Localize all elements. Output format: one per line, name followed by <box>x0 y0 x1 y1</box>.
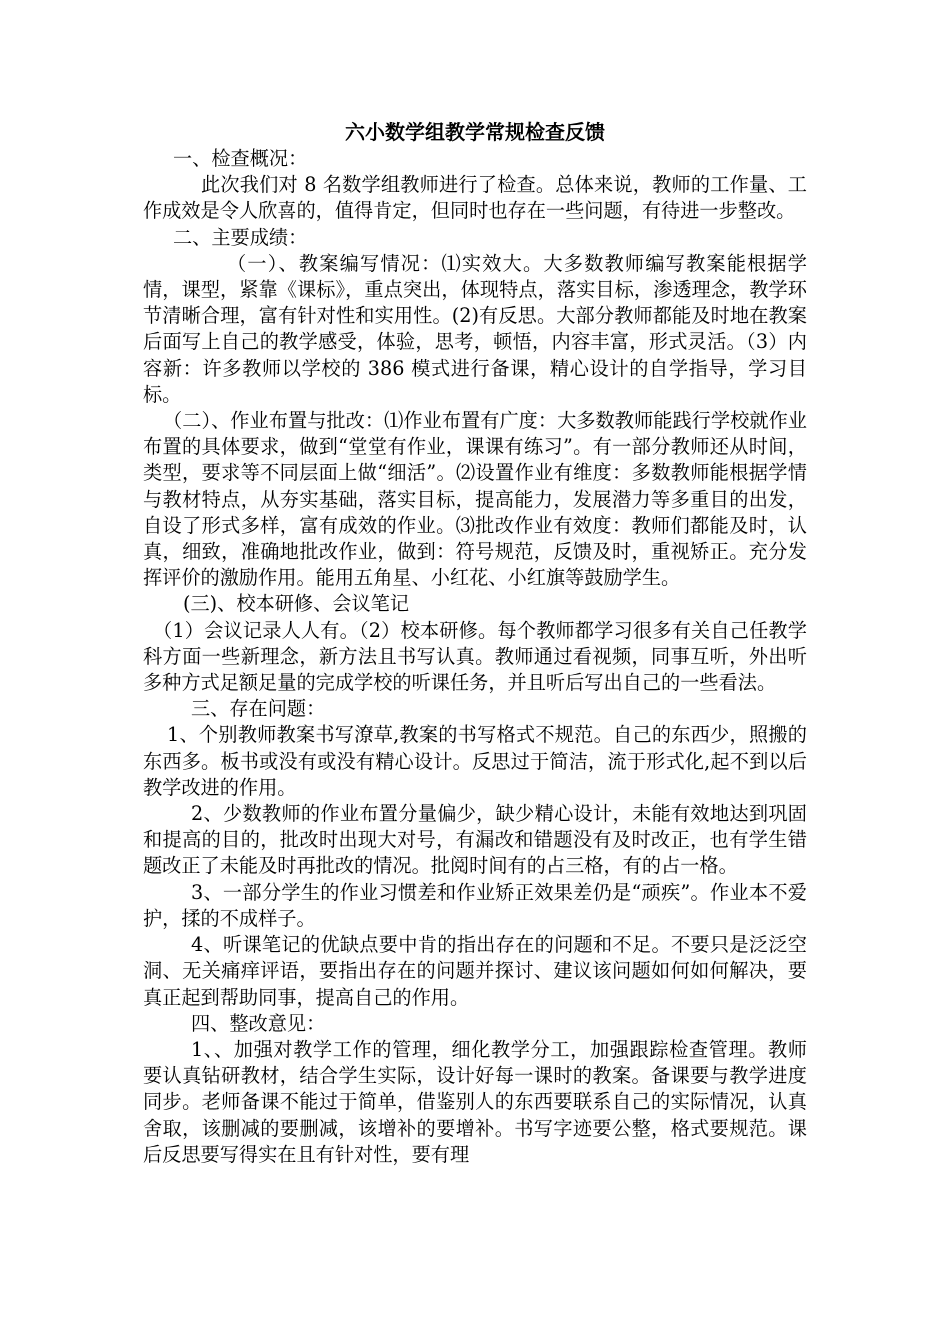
problem-item: 2、少数教师的作业布置分量偏少，缺少精心设计，未能有效地达到巩固和提高的目的，批改时出现大对号，有漏改和错题没有及时改正，也有学生错题改正了未能及时再批改的情况。批阅时间有的占三格，有的占一格。 <box>143 802 807 878</box>
problem-item: 3、一部分学生的作业习惯差和作业矫正效果差仍是“顽疾”。作业本不爱护，揉的不成样子。 <box>143 880 807 930</box>
lesson-plan-paragraph: （一）、教案编写情况：⑴实效大。大多数教师编写教案能根据学情，课型，紧靠《课标》，重点突出，体现特点，落实目标，渗透理念，教学环节清晰合理，富有针对性和实用性。(2)有反思。大部分教师都能及时地在教案后面写上自己的教学感受，体验，思考，顿悟，内容丰富，形式灵活。（3）内容新：许多教师以学校的 386 模式进行备课，精心设计的自学指导，学习目标。 <box>143 251 807 406</box>
problem-item: 4、听课笔记的优缺点要中肯的指出存在的问题和不足。不要只是泛泛空洞、无关痛痒评语，要指出存在的问题并探讨、建议该问题如何如何解决，要真正起到帮助同事，提高自己的作用。 <box>143 933 807 1009</box>
section-heading-problems: 三、存在问题： <box>191 697 326 721</box>
section-heading-overview: 一、检查概况： <box>173 147 308 170</box>
research-paragraph: （1）会议记录人人有。（2）校本研修。每个教师都学习很多有关自己任教学科方面一些新理念，新方法且书写认真。教师通过看视频，同事互听，外出听多种方式足额足量的完成学校的听课任务，并且听后写出自己的一些看法。 <box>143 618 807 695</box>
suggestion-item: 1、、加强对教学工作的管理，细化教学分工，加强跟踪检查管理。教师要认真钻研教材，结合学生实际，设计好每一课时的教案。备课要与教学进度同步。老师备课不能过于简单，借鉴别人的东西要联系自己的实际情况，认真舍取，该删减的要删减，该增补的要增补。书写字迹要公整，格式要规范。课后反思要写得实在且有针对性，要有理 <box>143 1037 807 1166</box>
homework-paragraph: （二）、作业布置与批改：⑴作业布置有广度：大多数教师能践行学校就作业布置的具体要求，做到“堂堂有作业，课课有练习”。有一部分教师还从时间，类型，要求等不同层面上做“细活”。⑵设置作业有维度：多数教师能根据学情与教材特点，从夯实基础，落实目标，提高能力，发展潜力等多重目的出发，自设了形式多样，富有成效的作业。⑶批改作业有效度：教师们都能及时，认真，细致，准确地批改作业，做到：符号规范，反馈及时，重视矫正。充分发挥评价的激励作用。能用五角星、小红花、小红旗等鼓励学生。 <box>143 409 807 590</box>
section-heading-suggestions: 四、整改意见： <box>191 1011 326 1035</box>
document-page <box>143 118 807 1168</box>
subsection-heading-research: (三)、校本研修、会议笔记 <box>183 592 410 616</box>
section-heading-achievements: 二、主要成绩： <box>173 225 308 249</box>
problem-item: 1、个别教师教案书写潦草,教案的书写格式不规范。自己的东西少，照搬的东西多。板书或没有或没有精心设计。反思过于简洁，流于形式化,起不到以后教学改进的作用。 <box>143 723 807 799</box>
overview-paragraph: 此次我们对 8 名数学组教师进行了检查。总体来说，教师的工作量、工作成效是令人欣喜的，值得肯定，但同时也存在一些问题，有待进一步整改。 <box>143 173 807 223</box>
document-title: 六小数学组教学常规检查反馈 <box>345 120 605 144</box>
